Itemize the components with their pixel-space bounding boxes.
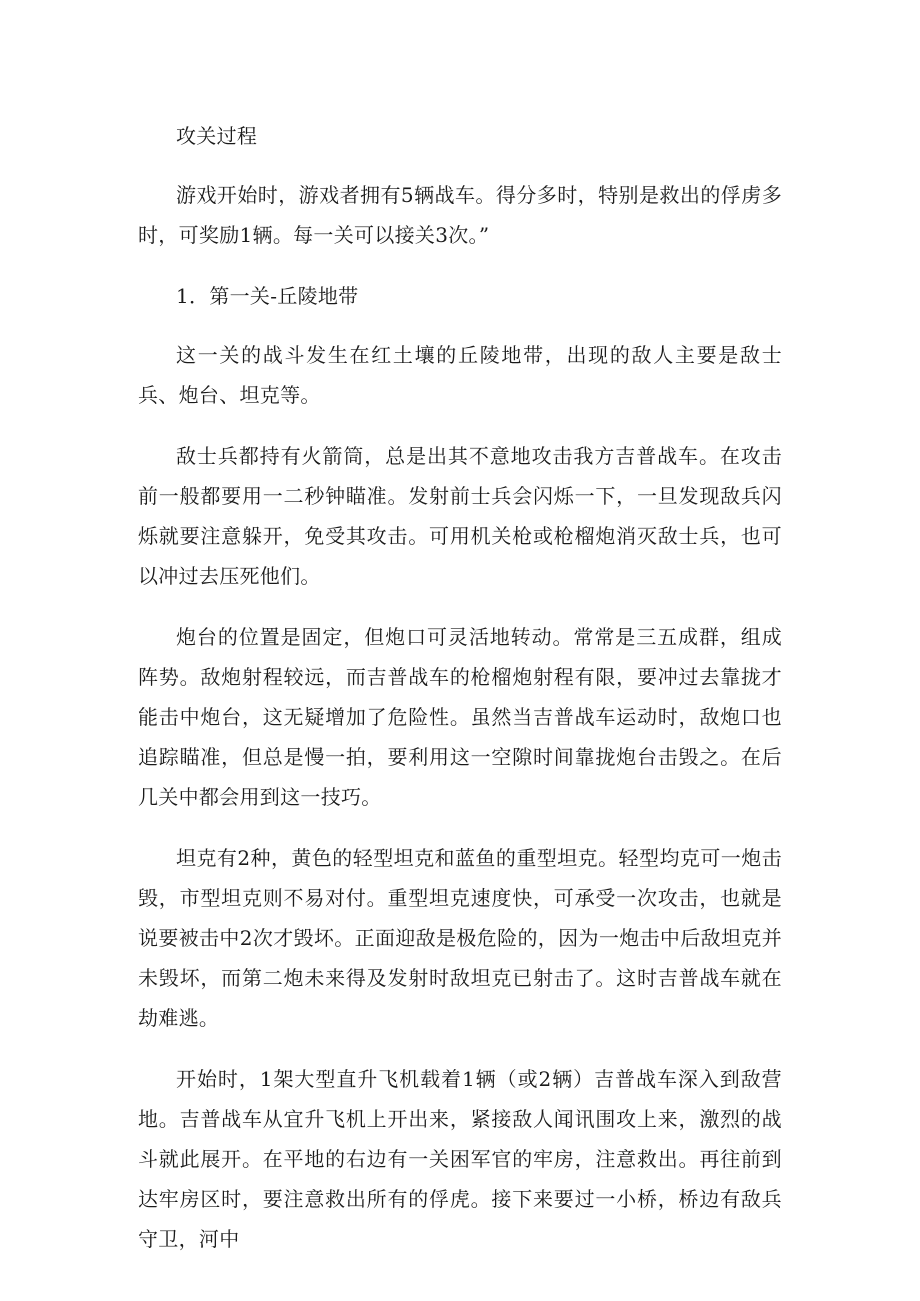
paragraph-tanks: 坦克有2种，黄色的轻型坦克和蓝鱼的重型坦克。轻型均克可一炮击毁，市型坦克则不易对付。重型坦克速度快，可承受一次攻击，也就是说要被击中2次才毁坏。正面迎敌是极危险的，因为一炮击中后敌坦克并未毁坏，而第二炮未来得及发射时敌坦克已射击了。这时吉普战车就在劫难逃。 xyxy=(138,846,782,1030)
paragraph-start: 开始时，1架大型直升飞机载着1辆（或2辆）吉普战车深入到敌营地。吉普战车从宜升飞机上开出来，紧接敌人闻讯围攻上来，激烈的战斗就此展开。在平地的右边有一关困军官的牢房，注意救出。再往前到达牢房区时，要注意救出所有的俘虎。接下来要过一小桥，桥边有敌兵守卫，河中 xyxy=(138,1067,782,1251)
paragraph-intro: 游戏开始时，游戏者拥有5辆战车。得分多时，特别是救出的俘虏多时，可奖励1辆。每一关可以接关3次。” xyxy=(138,183,782,247)
section-title: 攻关过程 xyxy=(176,124,258,148)
document-body xyxy=(138,116,782,1280)
paragraph-turrets: 炮台的位置是固定，但炮口可灵活地转动。常常是三五成群，组成阵势。敌炮射程较远，而吉普战车的枪榴炮射程有限，要冲过去靠拢才能击中炮台，这无疑增加了危险性。虽然当吉普战车运动时，敌炮口也追踪瞄准，但总是慢一拍，要利用这一空隙时间靠拢炮台击毁之。在后几关中都会用到这一技巧。 xyxy=(138,625,782,809)
paragraph-soldiers: 敌士兵都持有火箭筒，总是出其不意地攻击我方吉普战车。在攻击前一般都要用一二秒钟瞄准。发射前士兵会闪烁一下，一旦发现敌兵闪烁就要注意躲开，免受其攻击。可用机关枪或枪榴炮消灭敌士兵，也可以冲过去压死他们。 xyxy=(138,444,782,588)
paragraph-level-overview: 这一关的战斗发生在红土壤的丘陵地带，出现的敌人主要是敌士兵、炮台、坦克等。 xyxy=(138,343,782,407)
level-heading: 1．第一关-丘陵地带 xyxy=(176,284,359,308)
